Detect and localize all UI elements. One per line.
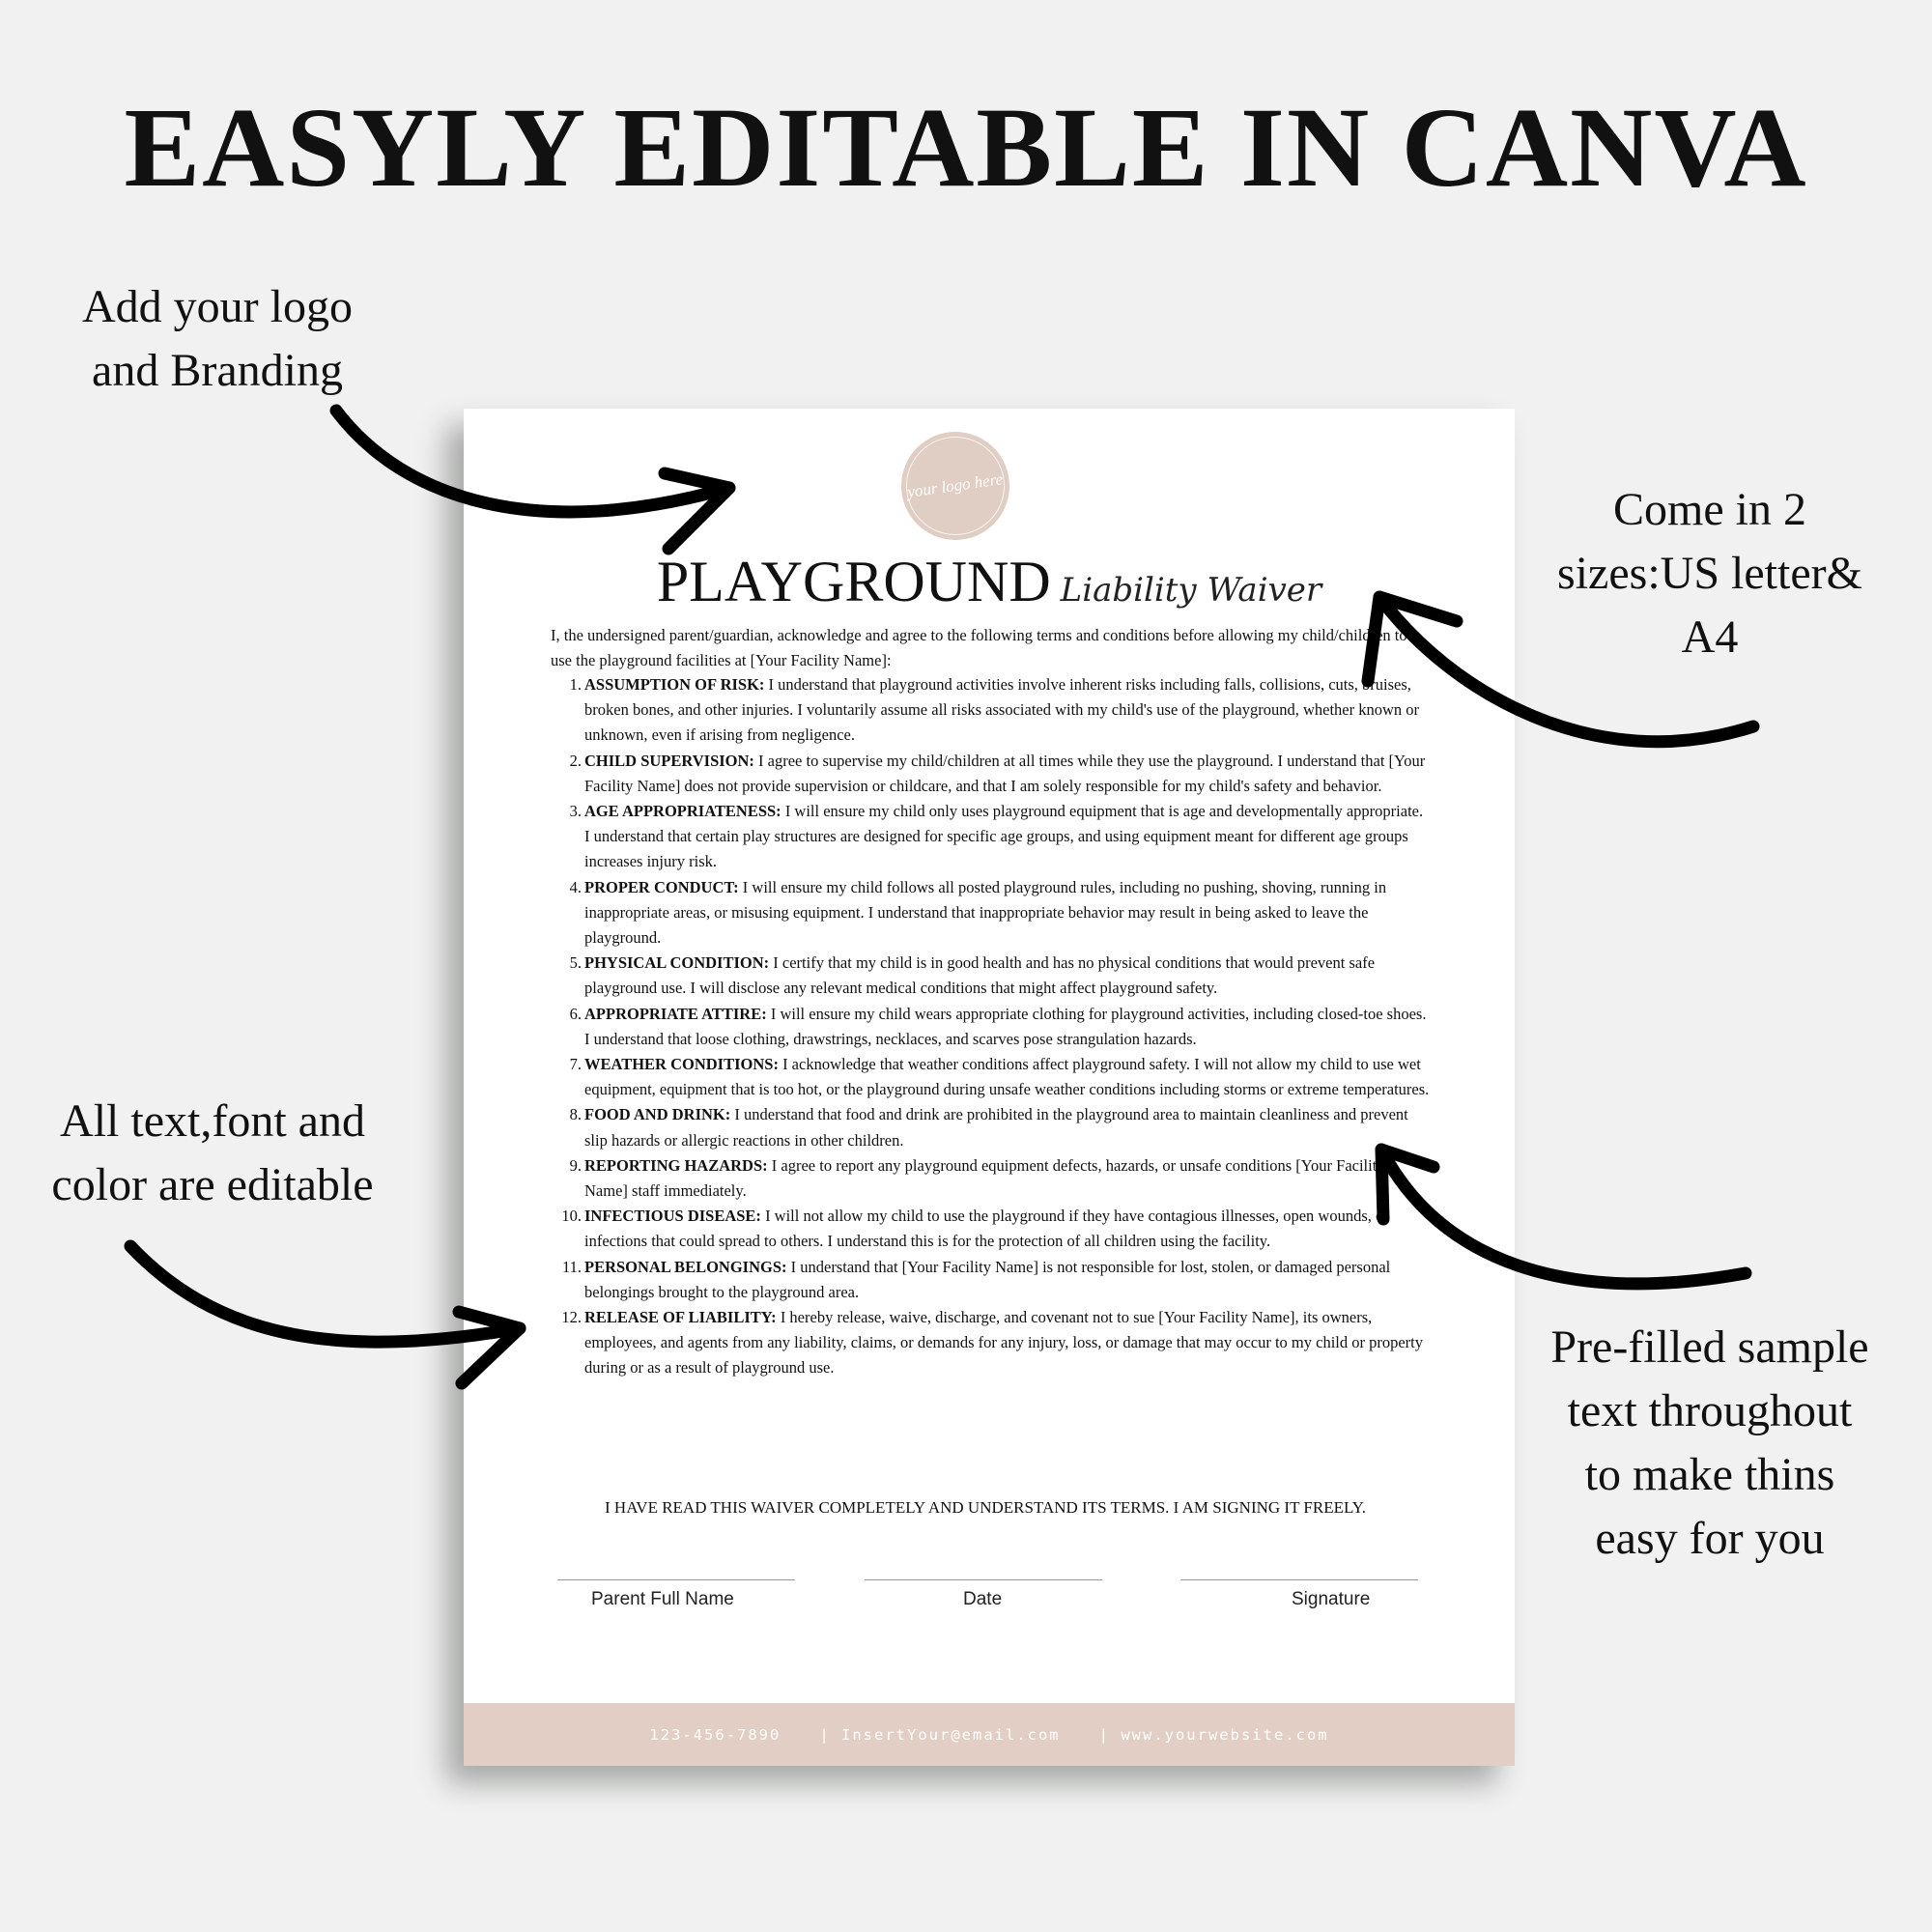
callout-line: easy for you <box>1595 1513 1825 1564</box>
callout-sizes <box>1526 478 1893 669</box>
term-number: 6. <box>569 1004 582 1023</box>
term-heading: PERSONAL BELONGINGS: <box>584 1257 787 1276</box>
term-number: 9. <box>569 1155 582 1175</box>
document-footer <box>464 1703 1515 1766</box>
term-number: 1. <box>569 675 582 694</box>
callout-line: and Branding <box>92 345 343 396</box>
term-number: 11. <box>561 1257 582 1276</box>
term-item <box>551 1204 1430 1254</box>
callout-line: Pre-filled sample <box>1550 1321 1869 1373</box>
term-text: I hereby release, waive, discharge, and covenant not to sue [Your Facility Name], its owners, employees, and agents from any liability, claims, or demands for any injury, loss, or damage that may occur to my child or property during or as a result of playground use. <box>584 1308 1424 1378</box>
term-number: 8. <box>569 1105 582 1124</box>
term-text: I certify that my child is in good health and has no physical conditions that would prevent safe playground use. I will disclose any relevant medical conditions that might affect playground safety. <box>584 953 1376 998</box>
callout-line: text throughout <box>1567 1385 1853 1436</box>
term-heading: WEATHER CONDITIONS: <box>584 1055 779 1074</box>
callout-prefilled <box>1507 1316 1913 1571</box>
term-item <box>551 951 1430 1001</box>
footer-website: | www.yourwebsite.com <box>1098 1725 1329 1744</box>
term-item <box>551 1305 1430 1381</box>
term-heading: INFECTIOUS DISEASE: <box>584 1207 761 1226</box>
term-number: 2. <box>569 751 582 770</box>
term-text: I agree to report any playground equipment defects, hazards, or unsafe conditions [Your Facility Name] staff immediately. <box>584 1155 1385 1201</box>
document-title-main: PLAYGROUND <box>656 550 1051 613</box>
term-text: I understand that [Your Facility Name] is not responsible for lost, stolen, or damaged personal belongings brought to the playground area. <box>584 1257 1391 1301</box>
callout-line: to make thins <box>1584 1449 1835 1500</box>
term-item <box>551 1255 1430 1305</box>
logo-placeholder <box>901 432 1009 540</box>
document-title-script: Liability Waiver <box>1060 571 1322 610</box>
term-text: I agree to supervise my child/children at all times while they use the playground. I understand that [Your Facility Name] does not provide supervision or childcare, and that I am solely responsible for my child's safety and behavior. <box>584 751 1426 795</box>
term-item <box>551 672 1430 749</box>
term-item <box>551 875 1430 952</box>
callout-line: All text,font and <box>60 1095 365 1147</box>
arrow-to-text-icon <box>130 1246 520 1383</box>
signature-line-name <box>557 1579 795 1580</box>
term-heading: APPROPRIATE ATTIRE: <box>584 1004 767 1023</box>
callout-line: A4 <box>1681 611 1739 663</box>
term-text: I acknowledge that weather conditions affect playground safety. I will not allow my child to use wet equipment, equipment that is too hot, or the playground during unsafe weather conditions including storms or extreme temperatures. <box>584 1055 1430 1099</box>
term-item <box>551 799 1430 875</box>
headline: EASYLY EDITABLE IN CANVA <box>124 84 1808 211</box>
callout-logo-branding <box>39 275 396 403</box>
document-intro: I, the undersigned parent/guardian, acknowledge and agree to the following terms and conditions before allowing my child/children to use the playground facilities at [Your Facility Name]: <box>551 626 1407 669</box>
term-heading: CHILD SUPERVISION: <box>584 751 754 770</box>
term-heading: RELEASE OF LIABILITY: <box>584 1308 777 1327</box>
footer-phone: 123-456-7890 <box>649 1725 781 1744</box>
term-item <box>551 1153 1430 1204</box>
term-number: 10. <box>561 1207 582 1226</box>
callout-editable <box>0 1090 425 1217</box>
terms-list <box>551 672 1430 1381</box>
signature-label-date: Date <box>963 1589 1003 1609</box>
term-text: I will ensure my child only uses playground equipment that is age and developmentally appropriate. I understand that certain play structures are designed for specific age groups, and using equipment meant for different age groups increases injury risk. <box>584 802 1424 871</box>
term-number: 3. <box>569 802 582 821</box>
signature-line-signature <box>1180 1579 1418 1580</box>
term-heading: PROPER CONDUCT: <box>584 877 739 896</box>
term-number: 12. <box>561 1308 582 1327</box>
term-number: 5. <box>569 953 582 973</box>
term-item <box>551 749 1430 799</box>
term-text: I understand that food and drink are prohibited in the playground area to maintain cleanliness and prevent slip hazards or allergic reactions in other children. <box>584 1105 1408 1150</box>
callout-line: Come in 2 <box>1613 484 1806 535</box>
declaration: I HAVE READ THIS WAIVER COMPLETELY AND UNDERSTAND ITS TERMS. I AM SIGNING IT FREELY. <box>605 1498 1366 1517</box>
term-text: I will ensure my child follows all posted playground rules, including no pushing, shoving, running in inappropriate areas, or misusing equipment. I understand that inappropriate behavior may result in being asked to leave the playground. <box>584 877 1387 948</box>
logo-placeholder-text: your logo here <box>906 469 1005 501</box>
callout-line: sizes:US letter& <box>1557 548 1862 599</box>
callout-line: Add your logo <box>82 281 353 332</box>
term-heading: FOOD AND DRINK: <box>584 1105 731 1124</box>
callout-line: color are editable <box>51 1159 374 1210</box>
footer-email: | InsertYour@email.com <box>819 1725 1061 1744</box>
document-title <box>464 549 1515 615</box>
term-item <box>551 1052 1430 1102</box>
term-text: I understand that playground activities involve inherent risks including falls, collisions, cuts, bruises, broken bones, and other injuries. I voluntarily assume all risks associated with my child's use of the playground, whether known or unknown, even if arising from negligence. <box>584 675 1420 745</box>
term-heading: REPORTING HAZARDS: <box>584 1155 768 1175</box>
waiver-document <box>464 409 1515 1766</box>
term-text: I will not allow my child to use the playground if they have contagious illnesses, open wounds, or infections that could spread to others. I understand this is for the protection of all children using the facility. <box>584 1207 1389 1251</box>
signature-line-date <box>865 1579 1102 1580</box>
term-item <box>551 1002 1430 1052</box>
term-heading: ASSUMPTION OF RISK: <box>584 675 765 694</box>
term-item <box>551 1102 1430 1152</box>
term-text: I will ensure my child wears appropriate clothing for playground activities, including closed-toe shoes. I understand that loose clothing, drawstrings, necklaces, and scarves pose strangulation hazards. <box>584 1004 1427 1048</box>
term-heading: AGE APPROPRIATENESS: <box>584 802 781 821</box>
term-number: 7. <box>569 1055 582 1074</box>
term-heading: PHYSICAL CONDITION: <box>584 953 770 973</box>
signature-label-signature: Signature <box>1292 1589 1371 1609</box>
signature-label-name: Parent Full Name <box>591 1589 734 1609</box>
term-number: 4. <box>569 877 582 896</box>
